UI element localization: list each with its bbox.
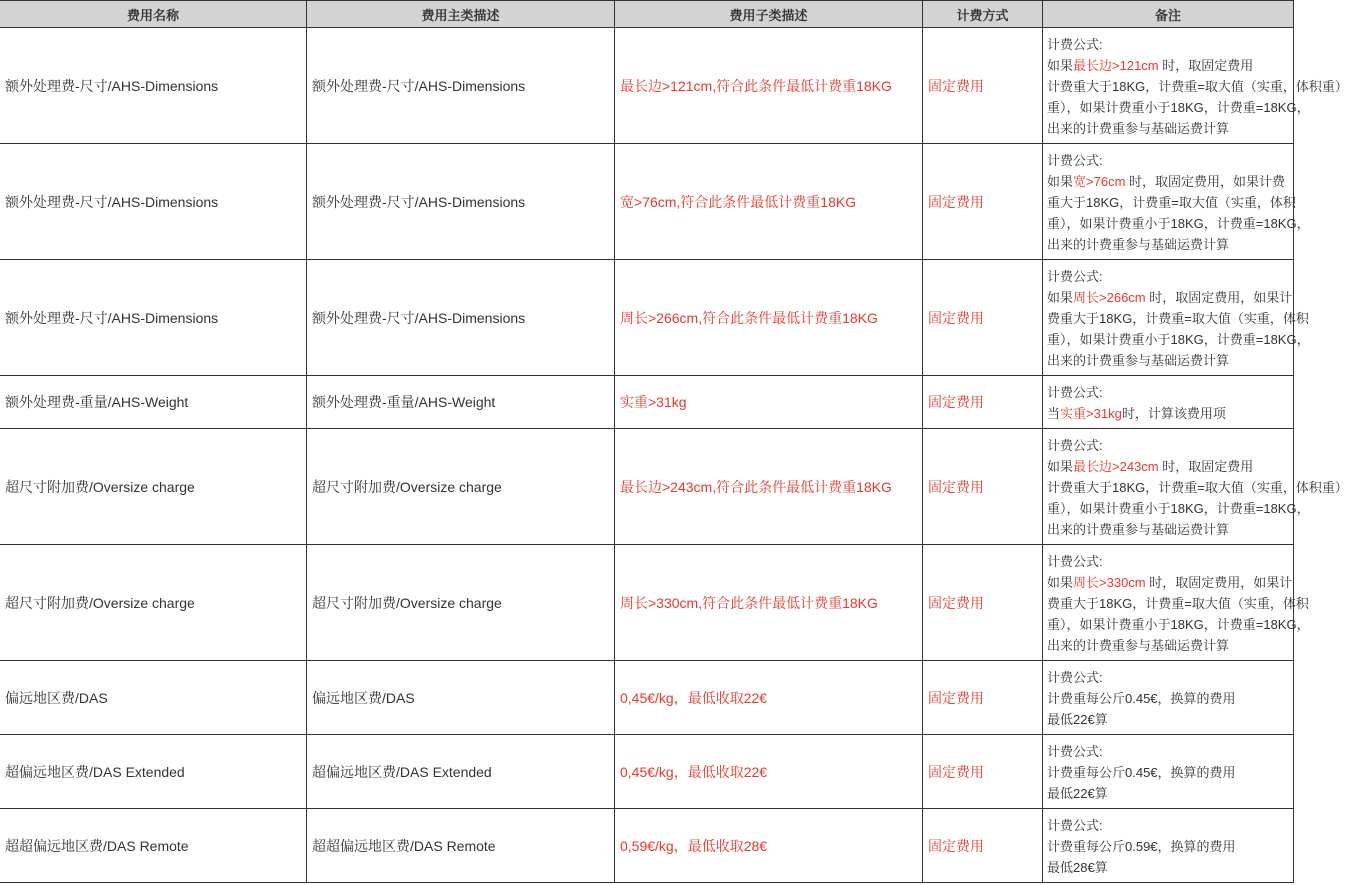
billing-method-cell: 固定费用 — [923, 809, 1043, 883]
billing-method-cell: 固定费用 — [923, 28, 1043, 144]
main-desc-cell: 超尺寸附加费/Oversize charge — [307, 429, 615, 545]
billing-method-cell: 固定费用 — [923, 429, 1043, 545]
remarks-title: 计费公式: — [1047, 670, 1103, 685]
table-body — [0, 28, 1348, 883]
remarks-prefix: 如果 — [1047, 58, 1074, 73]
remarks-line: 出来的计费重参与基础运费计算 — [1047, 237, 1230, 252]
remarks-cell — [1043, 809, 1294, 883]
billing-method-cell: 固定费用 — [923, 661, 1043, 735]
remarks-formula-line — [1047, 287, 1293, 308]
remarks-formula-line — [1047, 403, 1289, 424]
remarks-title: 计费公式: — [1047, 554, 1103, 569]
remarks-line: 出来的计费重参与基础运费计算 — [1047, 353, 1230, 368]
remarks-formula-line — [1047, 456, 1289, 477]
remarks-line: 费重大于18KG，计费重=取大值（实重，体积 — [1047, 311, 1309, 326]
remarks-prefix: 如果 — [1047, 174, 1074, 189]
billing-method-cell: 固定费用 — [923, 735, 1043, 809]
fee-name-cell: 额外处理费-尺寸/AHS-Dimensions — [0, 260, 307, 376]
remarks-prefix: 如果 — [1047, 290, 1074, 305]
table-row — [0, 28, 1294, 144]
remarks-rest: 时，取固定费用，如果计 — [1145, 290, 1293, 305]
main-desc-cell: 额外处理费-尺寸/AHS-Dimensions — [307, 260, 615, 376]
main-desc-cell: 额外处理费-尺寸/AHS-Dimensions — [307, 28, 615, 144]
remarks-line: 重），如果计费重小于18KG，计费重=18KG， — [1047, 216, 1310, 231]
remarks-rest: 时，取固定费用 — [1158, 58, 1254, 73]
remarks-formula-line — [1047, 572, 1293, 593]
remarks-title: 计费公式: — [1047, 37, 1103, 52]
remarks-title: 计费公式: — [1047, 744, 1103, 759]
billing-method-cell: 固定费用 — [923, 144, 1043, 260]
remarks-cell — [1043, 376, 1294, 429]
remarks-title: 计费公式: — [1047, 438, 1103, 453]
remarks-prefix: 当 — [1047, 406, 1061, 421]
remarks-formula-line — [1047, 688, 1289, 709]
remarks-cell — [1043, 661, 1294, 735]
remarks-condition-highlight: 最长边>121cm — [1073, 58, 1159, 73]
sub-desc-cell: 0,45€/kg，最低收取22€ — [615, 735, 923, 809]
fee-name-cell: 额外处理费-重量/AHS-Weight — [0, 376, 307, 429]
remarks-cell — [1043, 260, 1310, 376]
sub-desc-cell: 最长边>121cm,符合此条件最低计费重18KG — [615, 28, 923, 144]
sub-desc-cell: 宽>76cm,符合此条件最低计费重18KG — [615, 144, 923, 260]
remarks-cell — [1043, 735, 1294, 809]
remarks-line: 费重大于18KG，计费重=取大值（实重，体积 — [1047, 596, 1309, 611]
remarks-rest: 计费重每公斤0.45€，换算的费用 — [1047, 765, 1236, 780]
sub-desc-cell: 0,45€/kg，最低收取22€ — [615, 661, 923, 735]
remarks-prefix: 如果 — [1047, 575, 1074, 590]
billing-method-cell: 固定费用 — [923, 260, 1043, 376]
remarks-condition-highlight: 周长>266cm — [1073, 290, 1146, 305]
remarks-cell — [1043, 545, 1310, 661]
remarks-title: 计费公式: — [1047, 153, 1103, 168]
table-row — [0, 661, 1294, 735]
remarks-rest: 时，取固定费用 — [1158, 459, 1254, 474]
fee-name-cell: 额外处理费-尺寸/AHS-Dimensions — [0, 144, 307, 260]
remarks-cell — [1043, 429, 1348, 545]
main-desc-cell: 超偏远地区费/DAS Extended — [307, 735, 615, 809]
remarks-formula-line — [1047, 171, 1289, 192]
remarks-line: 最低28€算 — [1047, 860, 1108, 875]
remarks-formula-line — [1047, 836, 1289, 857]
main-desc-cell: 额外处理费-重量/AHS-Weight — [307, 376, 615, 429]
main-desc-cell: 超超偏远地区费/DAS Remote — [307, 809, 615, 883]
remarks-rest: 计费重每公斤0.59€，换算的费用 — [1047, 839, 1236, 854]
fee-name-cell: 超超偏远地区费/DAS Remote — [0, 809, 307, 883]
sub-desc-cell: 实重>31kg — [615, 376, 923, 429]
remarks-line: 最低22€算 — [1047, 712, 1108, 727]
remarks-condition-highlight: 最长边>243cm — [1073, 459, 1159, 474]
remarks-rest: 时，计算该费用项 — [1121, 406, 1226, 421]
remarks-cell — [1043, 28, 1348, 144]
remarks-line: 重），如果计费重小于18KG，计费重=18KG， — [1047, 332, 1310, 347]
table-row — [0, 260, 1294, 376]
table-row — [0, 545, 1294, 661]
fee-name-cell: 超尺寸附加费/Oversize charge — [0, 545, 307, 661]
remarks-line: 最低22€算 — [1047, 786, 1108, 801]
remarks-rest: 计费重每公斤0.45€，换算的费用 — [1047, 691, 1236, 706]
remarks-prefix: 如果 — [1047, 459, 1074, 474]
sub-desc-cell: 0,59€/kg，最低收取28€ — [615, 809, 923, 883]
remarks-line: 计费重大于18KG，计费重=取大值（实重，体积重） — [1047, 480, 1348, 495]
main-desc-cell: 偏远地区费/DAS — [307, 661, 615, 735]
header-sub-desc: 费用子类描述 — [615, 1, 923, 28]
remarks-rest: 时，取固定费用，如果计 — [1145, 575, 1293, 590]
table-row — [0, 144, 1294, 260]
main-desc-cell: 额外处理费-尺寸/AHS-Dimensions — [307, 144, 615, 260]
fee-name-cell: 超偏远地区费/DAS Extended — [0, 735, 307, 809]
fee-name-cell: 额外处理费-尺寸/AHS-Dimensions — [0, 28, 307, 144]
remarks-line: 重），如果计费重小于18KG，计费重=18KG， — [1047, 501, 1310, 516]
remarks-line: 出来的计费重参与基础运费计算 — [1047, 522, 1230, 537]
remarks-rest: 时，取固定费用，如果计费 — [1125, 174, 1286, 189]
sub-desc-cell: 周长>266cm,符合此条件最低计费重18KG — [615, 260, 923, 376]
remarks-condition-highlight: 周长>330cm — [1073, 575, 1146, 590]
remarks-condition-highlight: 实重>31kg — [1060, 406, 1122, 421]
remarks-cell — [1043, 144, 1310, 260]
remarks-line: 出来的计费重参与基础运费计算 — [1047, 638, 1230, 653]
remarks-condition-highlight: 宽>76cm — [1073, 174, 1126, 189]
header-billing-method: 计费方式 — [923, 1, 1043, 28]
remarks-title: 计费公式: — [1047, 818, 1103, 833]
table-row — [0, 376, 1294, 429]
table-row — [0, 809, 1294, 883]
main-desc-cell: 超尺寸附加费/Oversize charge — [307, 545, 615, 661]
sub-desc-cell: 最长边>243cm,符合此条件最低计费重18KG — [615, 429, 923, 545]
remarks-formula-line — [1047, 55, 1289, 76]
remarks-line: 计费重大于18KG，计费重=取大值（实重，体积重） — [1047, 79, 1348, 94]
remarks-line: 重大于18KG，计费重=取大值（实重，体积 — [1047, 195, 1296, 210]
remarks-line: 重），如果计费重小于18KG，计费重=18KG， — [1047, 100, 1310, 115]
table-row — [0, 429, 1294, 545]
table-header-row — [0, 1, 1294, 28]
fee-name-cell: 偏远地区费/DAS — [0, 661, 307, 735]
remarks-title: 计费公式: — [1047, 269, 1103, 284]
fee-name-cell: 超尺寸附加费/Oversize charge — [0, 429, 307, 545]
header-fee-name: 费用名称 — [0, 1, 307, 28]
remarks-title: 计费公式: — [1047, 385, 1103, 400]
remarks-line: 出来的计费重参与基础运费计算 — [1047, 121, 1230, 136]
remarks-line: 重），如果计费重小于18KG，计费重=18KG， — [1047, 617, 1310, 632]
billing-method-cell: 固定费用 — [923, 376, 1043, 429]
header-main-desc: 费用主类描述 — [307, 1, 615, 28]
header-remarks: 备注 — [1043, 1, 1294, 28]
sub-desc-cell: 周长>330cm,符合此条件最低计费重18KG — [615, 545, 923, 661]
remarks-formula-line — [1047, 762, 1289, 783]
billing-method-cell: 固定费用 — [923, 545, 1043, 661]
table-row — [0, 735, 1294, 809]
